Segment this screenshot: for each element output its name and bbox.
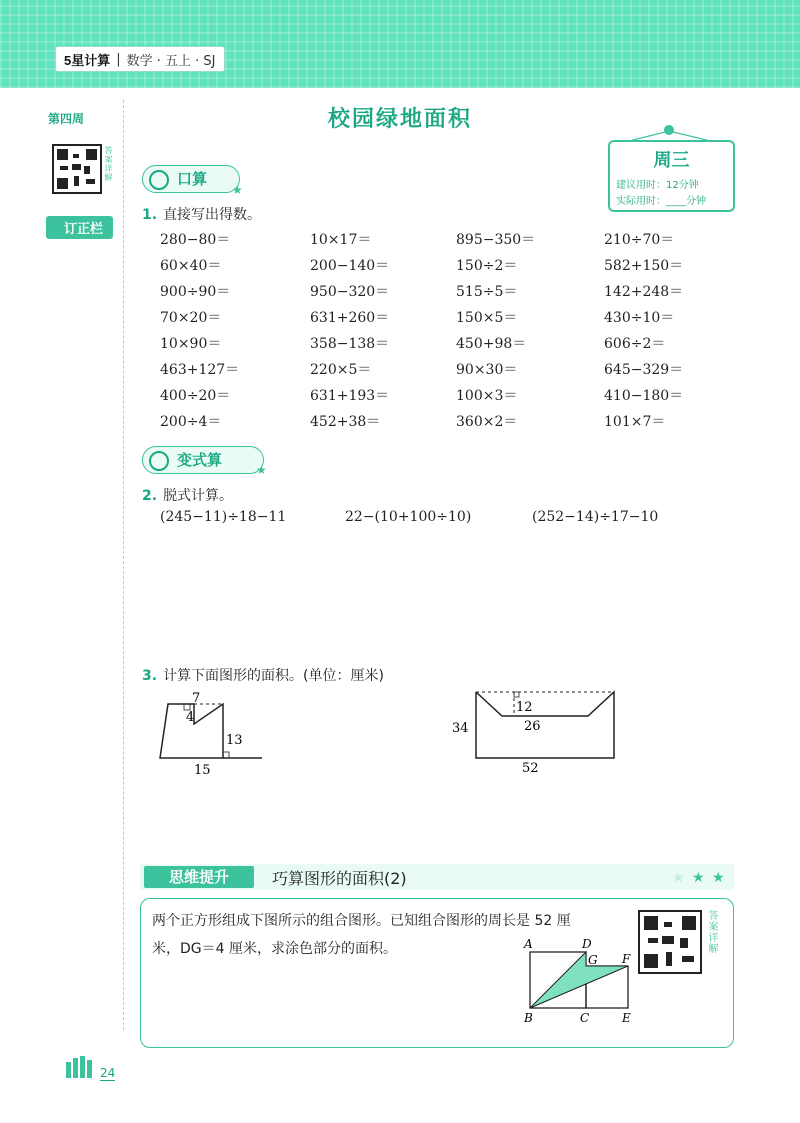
header-separator: | [116,51,121,67]
calc-item: 463+127＝ [160,362,240,378]
shaded-region [530,952,628,1008]
calc-item: 200÷4＝ [160,414,222,430]
calc-item: 515÷5＝ [456,284,518,300]
calc-item: 100×3＝ [456,388,518,404]
calc-item: 360×2＝ [456,414,518,430]
calc-item: 410−180＝ [604,388,684,404]
qr-code-icon[interactable] [52,144,102,194]
fig2-base: 52 [522,761,539,776]
section-oral-calc-label: 口算 [177,170,208,188]
page-title: 校园绿地面积 [327,107,472,132]
calc-item: 90×30＝ [456,362,518,378]
brand-label: 5星计算 [64,52,111,68]
calc-item: 210÷70＝ [604,232,675,248]
calc-item: 150×5＝ [456,310,518,326]
star-icon: ★ [232,183,243,197]
question-3 [142,665,384,685]
question-number: 3. [142,668,158,684]
stopwatch-icon [149,170,169,190]
figure-1 [150,688,280,780]
actual-time: 实际用时：____分钟 [616,196,706,207]
answer-qr-caption: 答案详解 [706,910,717,954]
calc-item: 645−329＝ [604,362,684,378]
fix-column-tag [46,216,113,239]
calc-item: 950−320＝ [310,284,390,300]
figure-2 [450,688,630,780]
figure-2-shape [476,692,614,758]
calc-item: 895−350＝ [456,232,536,248]
label-B: B [524,1011,533,1025]
calc-item: 358−138＝ [310,336,390,352]
calc-item: 60×40＝ [160,258,222,274]
section-variant-calc-label: 变式算 [177,451,223,469]
sidebar-divider [123,100,124,1030]
question-1 [142,204,261,224]
week-label: 第四周 [48,112,85,126]
label-E: E [622,1011,631,1025]
calc-item: 450+98＝ [456,336,527,352]
section-oral-calc [142,165,240,193]
fig1-base: 15 [194,763,211,778]
squares-figure [520,934,640,1026]
expression: (245−11)÷18−11 [160,509,287,525]
book-subtitle: 数学 · 五上 · SJ [126,53,216,69]
fig1-top: 7 [192,691,201,706]
calc-item: 631+193＝ [310,388,390,404]
answer-qr-icon[interactable] [638,910,702,974]
question-number: 1. [142,207,158,223]
page-number: 24 [100,1066,116,1080]
question-number: 2. [142,488,158,504]
books-icon [66,1056,96,1078]
calc-item: 142+248＝ [604,284,684,300]
fig2-side: 34 [452,721,469,736]
calc-item: 220×5＝ [310,362,372,378]
calc-item: 200−140＝ [310,258,390,274]
label-A: A [524,937,533,951]
thinking-line-1: 两个正方形组成下图所示的组合图形。已知组合图形的周长是 52 厘 [152,913,571,929]
book-header [55,46,225,72]
expression: (252−14)÷17−10 [532,509,659,525]
calc-item: 400÷20＝ [160,388,231,404]
calc-item: 606÷2＝ [604,336,666,352]
star-icon: ★ [256,463,267,477]
question-text: 直接写出得数。 [163,207,262,223]
thinking-tag: 思维提升 [144,866,254,888]
question-text: 脱式计算。 [163,488,234,504]
calc-item: 900÷90＝ [160,284,231,300]
label-D: D [582,937,592,951]
fig1-height: 13 [226,733,243,748]
weekday-label: 周三 [653,150,690,171]
day-card [608,140,735,212]
thinking-line-2: 米，DG＝4 厘米，求涂色部分的面积。 [152,941,397,957]
target-icon [149,451,169,471]
qr-caption: 答案详解 [104,146,113,182]
label-F: F [622,952,631,966]
question-text: 计算下面图形的面积。(单位：厘米) [163,668,384,684]
fig1-notch: 4 [186,710,195,725]
fig2-inner: 26 [524,719,541,734]
section-variant-calc [142,446,264,474]
calc-item: 150÷2＝ [456,258,518,274]
thinking-title: 巧算图形的面积(2) [272,869,407,888]
figure-1-shape [160,704,262,758]
label-G: G [588,953,598,967]
header-band [0,0,800,88]
calc-item: 70×20＝ [160,310,222,326]
calc-item: 452+38＝ [310,414,381,430]
calc-item: 631+260＝ [310,310,390,326]
calc-item: 582+150＝ [604,258,684,274]
question-2 [142,485,233,505]
label-C: C [580,1011,590,1025]
fig2-notch: 12 [516,700,533,715]
star-icon: ★ [712,870,725,886]
expression: 22−(10+100÷10) [345,509,472,525]
calc-item: 101×7＝ [604,414,666,430]
calc-item: 10×17＝ [310,232,372,248]
fix-column-label: 订正栏 [64,222,104,237]
star-icon: ★ [692,870,705,886]
suggested-time: 建议用时：12分钟 [616,180,699,191]
calc-item: 10×90＝ [160,336,222,352]
star-icon: ★ [672,870,685,886]
calc-item: 430÷10＝ [604,310,675,326]
calc-item: 280−80＝ [160,232,231,248]
